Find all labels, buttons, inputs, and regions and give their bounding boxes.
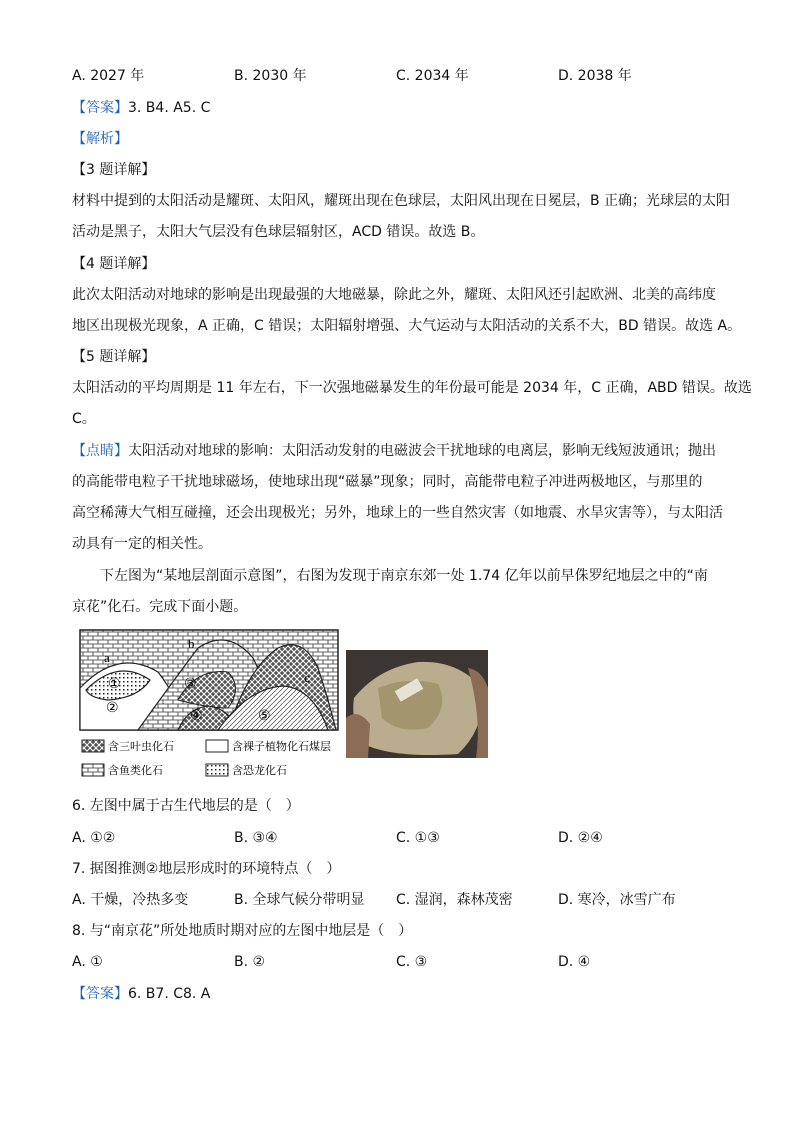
q3-detail-tag: 【3 题详解】 <box>72 162 156 178</box>
dianjing-text: 太阳活动对地球的影响：太阳活动发射的电磁波会干扰地球的电离层，影响无线短波通讯；抛出 <box>128 443 716 459</box>
q7-option-c: C. 湿润，森林茂密 <box>396 892 513 908</box>
q5-detail-line: 太阳活动的平均周期是 11 年左右，下一次强地磁暴发生的年份最可能是 2034 年，C 正确，ABD 错误。故选 <box>72 380 752 396</box>
label-a: a <box>104 650 110 665</box>
q7-option-d: D. 寒冷，冰雪广布 <box>558 892 676 908</box>
legend-fish: 含鱼类化石 <box>108 764 163 777</box>
intro-line: 下左图为“某地层剖面示意图”，右图为发现于南京东郊一处 1.74 亿年以前早侏罗纪地层之中的“南 <box>100 568 708 584</box>
q6-option-d: D. ②④ <box>558 830 603 846</box>
legend-gymnosperm-swatch <box>206 740 228 752</box>
q8-option-b: B. ② <box>234 954 266 970</box>
option-c: C. 2034 年 <box>396 68 469 84</box>
dianjing-line: 的高能带电粒子干扰地球磁场，使地球出现“磁暴”现象；同时，高能带电粒子冲进两极地区，与那里的 <box>72 474 703 490</box>
q7-stem: 7. 据图推测②地层形成时的环境特点（ ） <box>72 861 341 877</box>
q4-detail-line: 此次太阳活动对地球的影响是出现最强的大地磁暴，除此之外，耀斑、太阳风还引起欧洲、北美的高纬度 <box>72 287 716 303</box>
q6-option-b: B. ③④ <box>234 830 278 846</box>
q8-option-c: C. ③ <box>396 954 428 970</box>
q4-detail-tag: 【4 题详解】 <box>72 256 156 272</box>
q5-detail-tag: 【5 题详解】 <box>72 349 156 365</box>
q3-detail-line: 材料中提到的太阳活动是耀斑、太阳风，耀斑出现在色球层，太阳风出现在日冕层，B 正确；光球层的太阳 <box>72 193 731 209</box>
answer-text: 6. B7. C8. A <box>128 986 211 1002</box>
q7-option-a: A. 干燥，冷热多变 <box>72 892 189 908</box>
q5-detail-line: C。 <box>72 411 96 427</box>
legend-trilobite-swatch <box>82 740 104 752</box>
option-a: A. 2027 年 <box>72 68 145 84</box>
answer-text: 3. B4. A5. C <box>128 100 211 116</box>
label-1: ① <box>108 676 121 692</box>
fossil-photo <box>346 650 488 758</box>
q8-option-d: D. ④ <box>558 954 591 970</box>
q3-detail-line: 活动是黑子，太阳大气层没有色球层辐射区，ACD 错误。故选 B。 <box>72 224 485 240</box>
answer-line-1 <box>72 98 210 118</box>
q6-option-c: C. ①③ <box>396 830 440 846</box>
label-c: c <box>304 670 310 685</box>
q7-option-b: B. 全球气候分带明显 <box>234 892 365 908</box>
answer-tag: 【答案】 <box>72 986 128 1002</box>
answer-line-2 <box>72 984 210 1004</box>
dianjing-tag: 【点睛】 <box>72 443 128 459</box>
analysis-tag: 【解析】 <box>72 131 128 147</box>
legend-dinosaur-swatch <box>206 764 228 776</box>
q6-stem: 6. 左图中属于古生代地层的是（ ） <box>72 798 300 814</box>
label-b: b <box>188 636 195 651</box>
legend-dinosaur: 含恐龙化石 <box>232 764 287 777</box>
legend-fish-swatch <box>82 764 104 776</box>
option-d: D. 2038 年 <box>558 68 632 84</box>
q8-stem: 8. 与“南京花”所处地质时期对应的左图中地层是（ ） <box>72 923 413 939</box>
answer-tag: 【答案】 <box>72 100 128 116</box>
strata-figure <box>78 628 490 788</box>
label-5: ⑤ <box>258 708 271 724</box>
q8-option-a: A. ① <box>72 954 103 970</box>
option-b: B. 2030 年 <box>234 68 307 84</box>
legend-gymnosperm: 含裸子植物化石煤层 <box>232 740 331 753</box>
label-2: ② <box>106 700 119 716</box>
label-4: ④ <box>190 708 203 724</box>
intro-line: 京花”化石。完成下面小题。 <box>72 599 248 615</box>
strata-diagram <box>78 628 490 784</box>
dianjing-line: 动具有一定的相关性。 <box>72 536 212 552</box>
q4-detail-line: 地区出现极光现象，A 正确，C 错误；太阳辐射增强、大气运动与太阳活动的关系不大，BD 错误。故选 A。 <box>72 318 742 334</box>
legend-trilobite: 含三叶虫化石 <box>108 740 174 753</box>
dianjing-line-1 <box>72 441 716 461</box>
label-3: ③ <box>184 676 197 692</box>
q6-option-a: A. ①② <box>72 830 116 846</box>
dianjing-line: 高空稀薄大气相互碰撞，还会出现极光；另外，地球上的一些自然灾害（如地震、水旱灾害等），与太阳活 <box>72 505 723 521</box>
